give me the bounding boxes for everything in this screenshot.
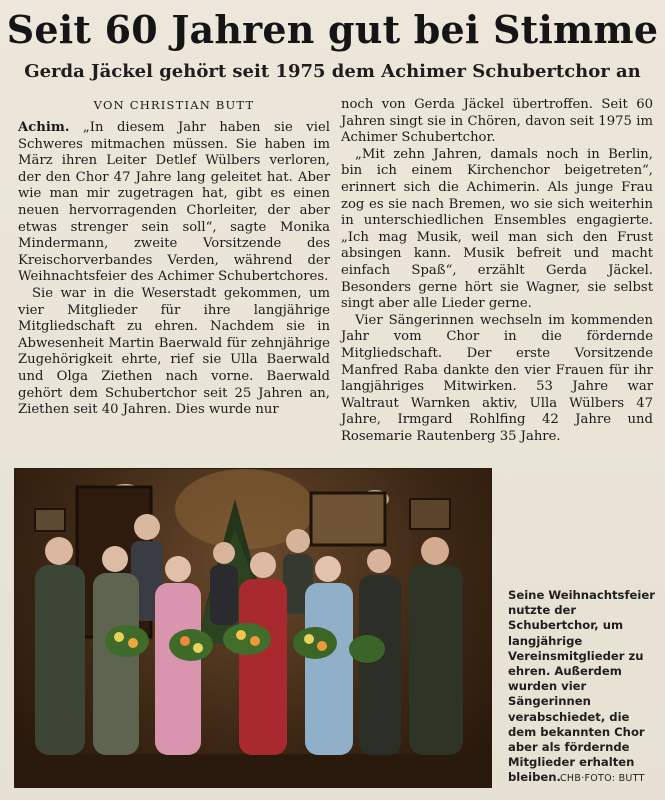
paragraph-1 — [18, 120, 330, 286]
paragraph-1-text: „In diesem Jahr haben sie viel Schweres mitmachen müssen. Sie haben im März ihren Leiter Detlef Wülbers verloren, der den Chor 47 Jahre lang geleitet hat. Aber wie man mir zugetragen hat, gibt es einen neuen hervorragenden Chorleiter, der aber etwas strenger sein soll“, sagte Monika Mindermann, zweite Vorsitzende des Kreischorverbandes Verden, während der Weihnachtsfeier des Achimer Schubertchores. — [18, 120, 330, 285]
headline: Seit 60 Jahren gut bei Stimme — [6, 7, 659, 52]
paragraph-3: noch von Gerda Jäckel übertroffen. Seit 60 Jahren singt sie in Chören, davon seit 1975 im Achimer Schubertchor. — [341, 97, 653, 146]
article-column-right — [341, 97, 653, 445]
paragraph-5: Vier Sängerinnen wechseln im kommenden Jahr vom Chor in die fördernde Mitgliedschaft. Der erste Vorsitzende Manfred Raba dankte den vier Frauen für ihr langjähriges Mitwirken. 53 Jahre war Waltraut Warnken aktiv, Ulla Wülbers 47 Jahre, Irmgard Rohlfing 42 Jahre und Rosemarie Rautenberg 35 Jahre. — [341, 312, 653, 444]
group-photo-illustration — [15, 469, 491, 787]
subheadline: Gerda Jäckel gehört seit 1975 dem Achimer Schubertchor an — [24, 61, 641, 82]
article-column-left — [18, 97, 330, 419]
author-byline: VON CHRISTIAN BUTT — [93, 98, 255, 112]
group-photo — [14, 468, 492, 788]
photo-credit: CHB·FOTO: BUTT — [560, 773, 645, 784]
paragraph-2: Sie war in die Weserstadt gekommen, um vier Mitglieder für ihre langjährige Mitgliedschaft zu ehren. Nachdem sie in Abwesenheit Martin Baerwald für zehnjährige Zugehörigkeit ehrte, rief sie Ulla Baerwald und Olga Ziethen nach vorne. Baerwald gehört dem Schubertchor seit 25 Jahren an, Ziethen seit 40 Jahren. Dies wurde nur — [18, 285, 330, 418]
paragraph-4: „Mit zehn Jahren, damals noch in Berlin, bin ich einem Kirchenchor beigetreten“, erinnert sich die Achimerin. Als junge Frau zog es sie nach Bremen, wo sie sich weiterhin in unterschiedlichen Ensembles engagierte. „Ich mag Musik, weil man sich den Frust absingen kann. Musik befreit und macht einfach Spaß“, erzählt Gerda Jäckel. Besonders gerne hört sie Wagner, sie selbst singt aber alle Lieder gerne. — [341, 146, 653, 312]
place-name: Achim. — [18, 120, 70, 135]
photo-caption: Seine Weihnachtsfeier nutzte der Schubertchor, um langjährige Vereinsmitglieder zu ehren. Außerdem wurden vier Sängerinnen verabschiedet, die dem bekannten Chor aber als fördernde Mitglieder erhalten bleiben. — [508, 588, 655, 785]
